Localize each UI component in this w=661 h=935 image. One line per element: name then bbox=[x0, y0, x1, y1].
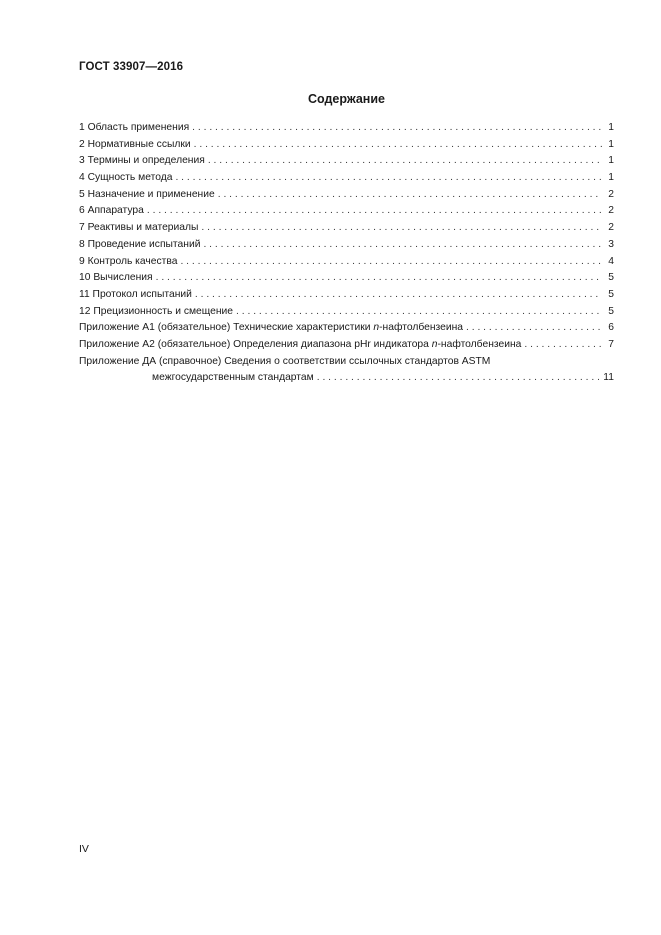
toc-entry-page: 2 bbox=[608, 205, 614, 217]
toc-entry-label: 9 Контроль качества bbox=[79, 255, 178, 267]
toc-title: Содержание bbox=[307, 92, 385, 106]
toc-entry-annex-a1[interactable] bbox=[79, 320, 614, 337]
toc-entry[interactable] bbox=[79, 203, 614, 220]
toc-entry-page: 2 bbox=[608, 188, 614, 200]
toc-entry-page: 4 bbox=[608, 255, 614, 267]
toc-entry-page: 3 bbox=[608, 238, 614, 250]
toc-leader-dots bbox=[180, 254, 602, 271]
toc-entry[interactable] bbox=[79, 120, 614, 137]
toc-entry-page: 11 bbox=[603, 372, 614, 384]
toc-leader-dots bbox=[466, 320, 602, 337]
toc-entry-page: 1 bbox=[608, 155, 614, 167]
toc-leader-dots bbox=[203, 237, 602, 254]
toc-entry-label: 5 Назначение и применение bbox=[79, 188, 215, 200]
toc-entry-page: 2 bbox=[608, 222, 614, 234]
toc-leader-dots bbox=[218, 187, 602, 204]
toc-entry-page: 5 bbox=[608, 305, 614, 317]
toc-label-prefix: Приложение А2 (обязательное) Определения диапазона pHr индикатора bbox=[79, 338, 432, 350]
toc-label-suffix: -нафтолбензеина bbox=[437, 338, 522, 350]
toc-leader-dots bbox=[195, 287, 602, 304]
toc-leader-dots bbox=[236, 304, 602, 321]
toc-entry-page: 1 bbox=[608, 172, 614, 184]
toc-leader-dots bbox=[192, 120, 602, 137]
page-number: IV bbox=[79, 843, 89, 855]
toc-entry-label-line1: Приложение ДА (справочное) Сведения о соответствии ссылочных стандартов ASTM bbox=[79, 355, 491, 367]
toc-entry-label: 8 Проведение испытаний bbox=[79, 238, 201, 250]
toc-entry-label: 11 Протокол испытаний bbox=[79, 288, 192, 300]
table-of-contents bbox=[79, 120, 614, 387]
toc-entry-label: 7 Реактивы и материалы bbox=[79, 222, 199, 234]
toc-entry[interactable] bbox=[79, 287, 614, 304]
toc-entry-label: 12 Прецизионность и смещение bbox=[79, 305, 234, 317]
toc-entry-label: 3 Термины и определения bbox=[79, 155, 205, 167]
toc-entry-page: 1 bbox=[608, 138, 614, 150]
document-code: ГОСТ 33907—2016 bbox=[79, 61, 184, 73]
toc-entry-page: 5 bbox=[608, 288, 614, 300]
toc-entry[interactable] bbox=[79, 187, 614, 204]
toc-entry[interactable] bbox=[79, 153, 614, 170]
toc-leader-dots bbox=[147, 203, 602, 220]
toc-label-suffix: -нафтолбензеина bbox=[379, 322, 464, 334]
toc-label-italic: n bbox=[373, 322, 380, 334]
toc-entry-label-line2: межгосударственным стандартам bbox=[152, 372, 314, 384]
toc-entry-annex-da[interactable] bbox=[79, 354, 614, 387]
toc-leader-dots bbox=[156, 270, 602, 287]
toc-entry-label bbox=[79, 320, 463, 337]
toc-entry[interactable] bbox=[79, 304, 614, 321]
toc-entry[interactable] bbox=[79, 137, 614, 154]
toc-entry[interactable] bbox=[79, 237, 614, 254]
toc-leader-dots bbox=[201, 220, 602, 237]
toc-entry-page: 5 bbox=[608, 272, 614, 284]
toc-entry[interactable] bbox=[79, 220, 614, 237]
toc-leader-dots bbox=[194, 137, 602, 154]
toc-leader-dots bbox=[317, 370, 600, 387]
toc-entry-label: 6 Аппаратура bbox=[79, 205, 144, 217]
toc-leader-dots bbox=[524, 337, 602, 354]
toc-entry-label: 4 Сущность метода bbox=[79, 172, 173, 184]
toc-leader-dots bbox=[208, 153, 602, 170]
toc-entry[interactable] bbox=[79, 270, 614, 287]
toc-leader-dots bbox=[175, 170, 602, 187]
toc-entry-page: 1 bbox=[608, 122, 614, 133]
toc-entry-label: 10 Вычисления bbox=[79, 272, 153, 284]
toc-entry[interactable] bbox=[79, 170, 614, 187]
toc-entry-label: 2 Нормативные ссылки bbox=[79, 138, 191, 150]
toc-entry-page: 7 bbox=[608, 338, 614, 350]
toc-entry[interactable] bbox=[79, 254, 614, 271]
toc-entry-page: 6 bbox=[608, 322, 614, 334]
toc-entry-label bbox=[79, 337, 521, 354]
toc-entry-label: 1 Область применения bbox=[79, 122, 190, 133]
toc-label-prefix: Приложение А1 (обязательное) Технические характеристики bbox=[79, 322, 374, 334]
toc-label-italic: n bbox=[431, 338, 438, 350]
toc-entry-annex-a2[interactable] bbox=[79, 337, 614, 354]
